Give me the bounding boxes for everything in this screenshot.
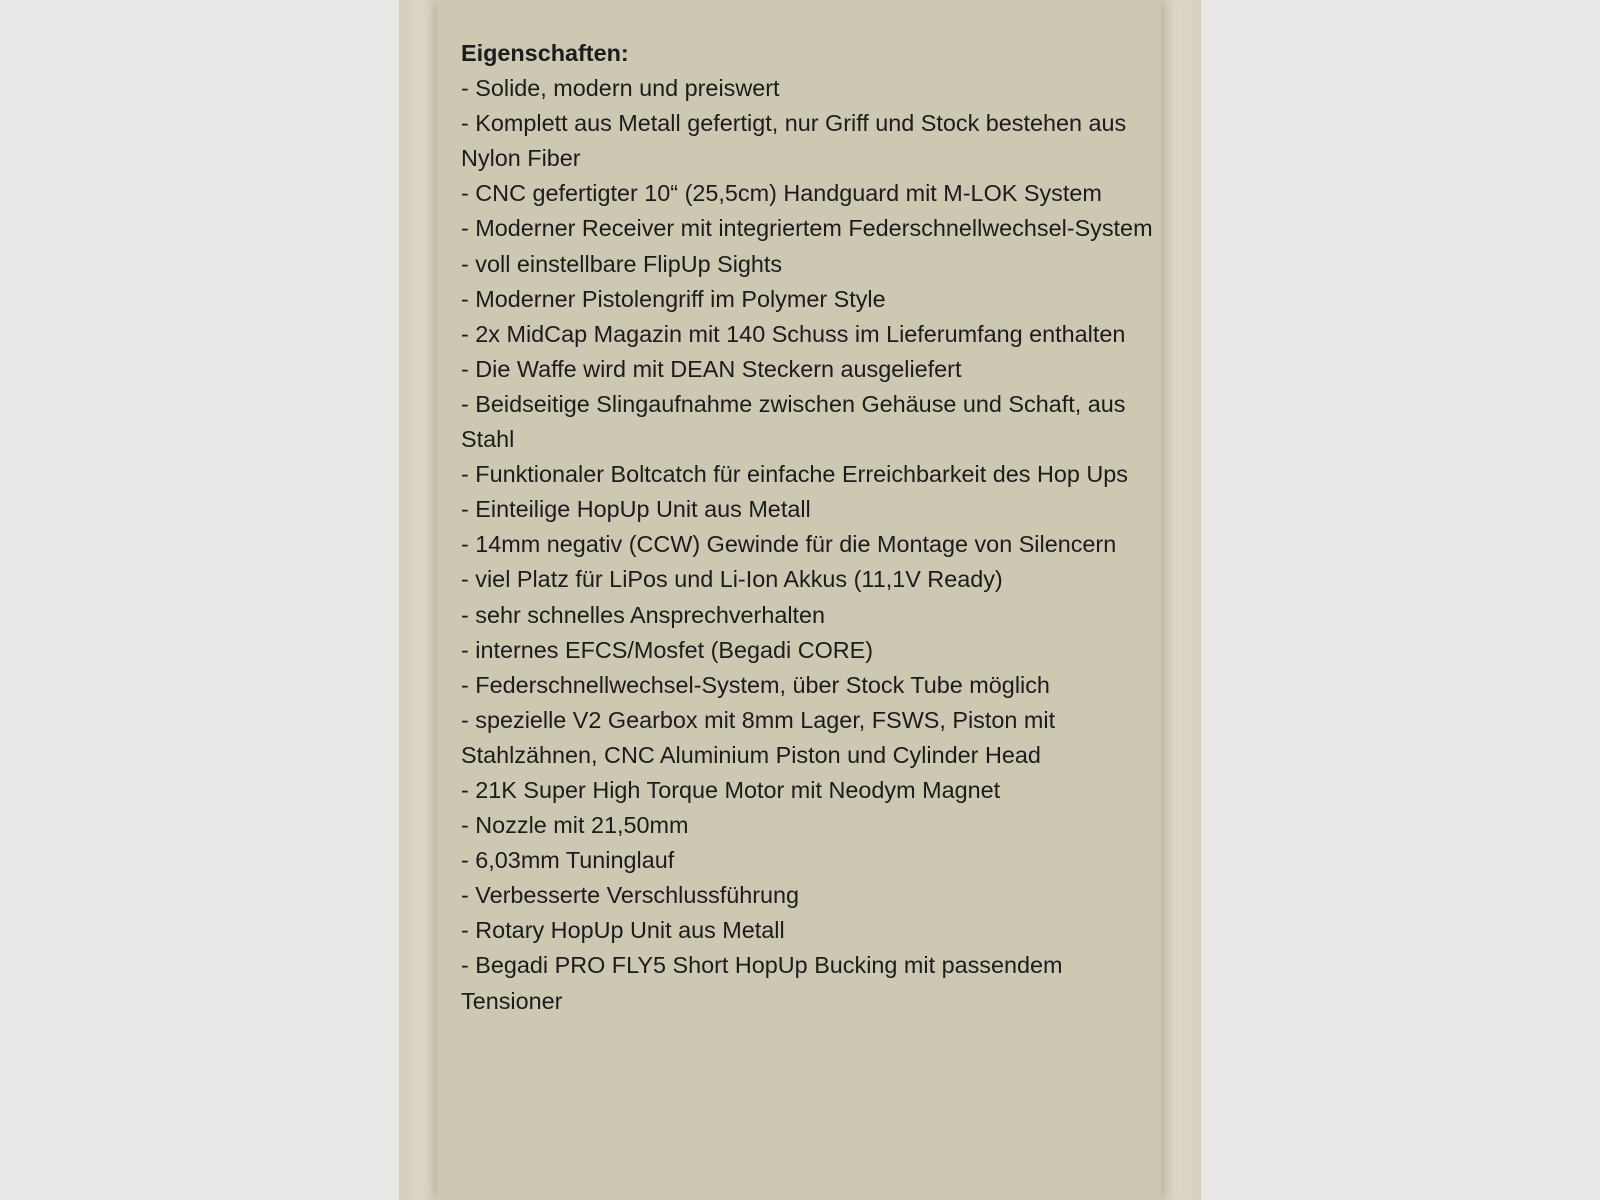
list-item: - Verbesserte Verschlussführung (461, 882, 800, 909)
list-item: - Komplett aus Metall gefertigt, nur Griff und Stock bestehen aus Nylon Fiber (461, 110, 1127, 172)
list-item: - spezielle V2 Gearbox mit 8mm Lager, FSWS, Piston mit Stahlzähnen, CNC Aluminium Piston und Cylinder Head (461, 706, 1056, 768)
list-item: - Nozzle mit 21,50mm (461, 812, 689, 839)
list-item: - Begadi PRO FLY5 Short HopUp Bucking mit passendem Tensioner (461, 952, 1063, 1014)
list-item: - 2x MidCap Magazin mit 140 Schuss im Lieferumfang enthalten (461, 320, 1126, 347)
list-item: - Die Waffe wird mit DEAN Steckern ausgeliefert (461, 355, 962, 382)
list-item: - 14mm negativ (CCW) Gewinde für die Montage von Silencern (461, 531, 1117, 558)
list-item: - 6,03mm Tuninglauf (461, 847, 675, 874)
list-item: - sehr schnelles Ansprechverhalten (461, 601, 826, 628)
list-item: - Rotary HopUp Unit aus Metall (461, 917, 785, 944)
list-item: - 21K Super High Torque Motor mit Neodym Magnet (461, 776, 1001, 803)
section-heading: Eigenschaften: (461, 40, 629, 66)
list-item: - viel Platz für LiPos und Li-Ion Akkus (11,1V Ready) (461, 566, 1003, 593)
features-section (461, 36, 1161, 1019)
list-item: - Einteilige HopUp Unit aus Metall (461, 496, 811, 523)
list-item: - Moderner Pistolengriff im Polymer Style (461, 285, 886, 312)
list-item: - CNC gefertigter 10“ (25,5cm) Handguard mit M-LOK System (461, 180, 1102, 207)
list-item: - Federschnellwechsel-System, über Stock Tube möglich (461, 671, 1050, 698)
list-item: - Moderner Receiver mit integriertem Federschnellwechsel-System (461, 215, 1153, 242)
list-item: - Solide, modern und preiswert (461, 75, 780, 102)
feature-list (461, 71, 1161, 1019)
list-item: - Funktionaler Boltcatch für einfache Erreichbarkeit des Hop Ups (461, 461, 1128, 488)
list-item: - internes EFCS/Mosfet (Begadi CORE) (461, 636, 874, 663)
list-item: - Beidseitige Slingaufnahme zwischen Gehäuse und Schaft, aus Stahl (461, 390, 1126, 453)
list-item: - voll einstellbare FlipUp Sights (461, 250, 783, 277)
